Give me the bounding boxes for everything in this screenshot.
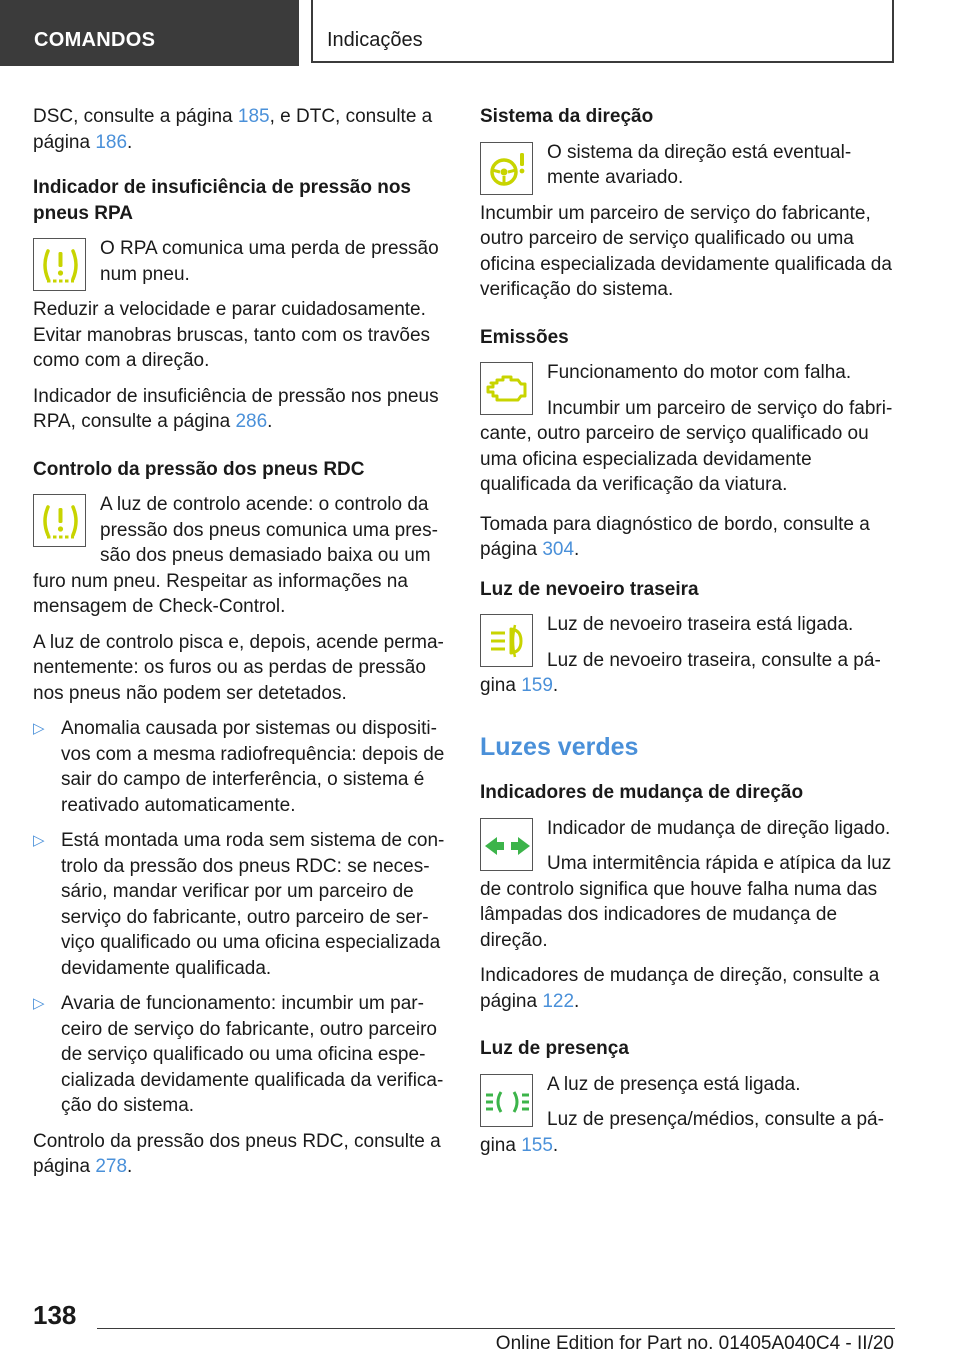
parking-light-reference: Luz de presença/médios, consulte a página 155. xyxy=(480,1109,884,1156)
rear-fog-light-icon xyxy=(480,614,533,667)
list-item: ▷ Anomalia causada por sistemas ou dispositivos com a mesma radiofrequência: depois de sair do campo de interferência, o sistema é reativado automaticamente. xyxy=(33,718,445,816)
rear-fog-heading: Luz de nevoeiro traseira xyxy=(480,578,699,600)
parking-light-heading: Luz de presença xyxy=(480,1038,629,1059)
rear-fog-reference: Luz de nevoeiro traseira, consulte a página 159. xyxy=(480,649,881,696)
rpa-reference: Indicador de insuficiência de pressão nos pneus RPA, consulte a página 286. xyxy=(33,385,439,432)
page-link-186[interactable]: 186 xyxy=(95,131,128,153)
rpa-indicator: O RPA comunica uma perda de pressão num pneu. Reduzir a velocidade e parar cuidadosamente. Evitar manobras bruscas, tanto com os travões como com a direção. xyxy=(33,238,439,371)
diagnosis-reference: Tomada para diagnóstico de bordo, consulte a página 304. xyxy=(480,513,870,560)
rdc-heading: Controlo da pressão dos pneus RDC xyxy=(33,458,365,480)
rdc-bullet-list xyxy=(33,716,449,1119)
topic-tab xyxy=(311,0,894,63)
topic-title: Indicações xyxy=(327,29,423,51)
rdc-reference: Controlo da pressão dos pneus RDC, consulte a página 278. xyxy=(33,1130,441,1177)
page-link-185[interactable]: 185 xyxy=(237,106,270,127)
list-item: ▷ Avaria de funcionamento: incumbir um parceiro de serviço do fabricante, outro parceiro de serviço qualificado ou uma oficina especializada devidamente qualificada da verificação do sistema. xyxy=(33,993,444,1116)
turn-signal-reference: Indicadores de mudança de direção, consulte a página 122. xyxy=(480,965,880,1012)
turn-signal-indicator: Indicador de mudança de direção ligado. Uma intermitência rápida e atípica da luz de controlo significa que houve falha numa das lâmpadas dos indicadores de mudança de direção. xyxy=(480,817,892,951)
page-link-159[interactable]: 159 xyxy=(521,675,553,696)
list-item: ▷ Está montada uma roda sem sistema de controlo da pressão dos pneus RDC: se necessário, mandar verificar por um parceiro de serviço do fabricante, outro parceiro de serviço qualificado ou uma oficina especializada devidamente qualificada. xyxy=(33,830,445,979)
right-column xyxy=(480,104,896,1168)
edition-note: Online Edition for Part no. 01405A040C4 - II/20 xyxy=(495,1333,894,1354)
page-link-155[interactable]: 155 xyxy=(521,1134,553,1156)
tire-pressure-icon xyxy=(33,494,86,547)
intro-paragraph: DSC, consulte a página 185, e DTC, consulte a página 186. xyxy=(33,106,433,153)
emissions-indicator: Funcionamento do motor com falha. Incumbir um parceiro de serviço do fabricante, outro parceiro de serviço qualificado ou uma oficina especializada devidamente qualificada da verificação da viatura. xyxy=(480,362,893,495)
steering-heading: Sistema da direção xyxy=(480,106,654,127)
engine-icon xyxy=(480,362,533,415)
green-lights-title: Luzes verdes xyxy=(480,732,639,761)
page-link-122[interactable]: 122 xyxy=(542,990,575,1012)
turn-signal-heading: Indicadores de mudança de direção xyxy=(480,782,804,803)
page-link-286[interactable]: 286 xyxy=(235,411,268,432)
page-number: 138 xyxy=(33,1300,77,1330)
emissions-heading: Emissões xyxy=(480,326,569,348)
footer-divider xyxy=(97,1328,895,1329)
turn-signal-icon xyxy=(480,818,533,871)
page-link-278[interactable]: 278 xyxy=(95,1156,128,1177)
triangle-bullet-icon: ▷ xyxy=(33,832,45,849)
parking-light-indicator: A luz de presença está ligada. Luz de presença/médios, consulte a página 155. xyxy=(480,1072,896,1159)
tire-pressure-icon xyxy=(33,238,86,291)
triangle-bullet-icon: ▷ xyxy=(33,995,45,1012)
triangle-bullet-icon: ▷ xyxy=(33,720,45,737)
chapter-tab xyxy=(0,0,299,66)
steering-indicator: O sistema da direção está eventualmente avariado. Incumbir um parceiro de serviço do fabricante, outro parceiro de serviço qualificado ou uma oficina especializada devidamente qualificada da verificação do sistema. xyxy=(480,141,892,300)
left-column: DSC, consulte a página 185, e DTC, consulte a página 186. Indicador de insuficiência de pressão nos pneus RPA O RPA comunica uma perda de pressão num pneu. Reduzir a velocidade e parar cuidadosamente. Evitar manobras bruscas, tanto com os travões como com a direção. Indicador de insuficiência de pressão nos pneus RPA, consulte a página 286. Controlo da pressão dos pneus RDC A luz de controlo acende: o controlo da pressão dos pneus comunica uma pressão dos pneus demasiado baixa ou um furo num pneu. Respeitar as informações na mensagem de Check-Control. A luz de controlo pisca e, depois, acende permanentemente: os furos ou as perdas de pressão nos pneus não podem ser detetados. ▷ Anomalia causada por sistemas ou dispositivos com a mesma radiofrequência: depois de sair do campo de interferência, o sistema é reativado automaticamente. ▷ Está montada uma roda sem sistema de controlo da pressão dos pneus RDC: se necessário, mandar verificar por um parceiro de serviço do fabricante, outro parceiro de serviço qualificado ou uma oficina especializada devidamente qualificada. ▷ Avaria de funcionamento: incumbir um parceiro de serviço do fabricante, outro parceiro de serviço qualificado ou uma oficina especializada devidamente qualificada da verificação do sistema. Controlo da pressão dos pneus RDC, consulte a página 278. xyxy=(33,104,449,1190)
parking-light-icon xyxy=(480,1074,533,1127)
chapter-title: COMANDOS xyxy=(34,29,156,51)
page-link-304[interactable]: 304 xyxy=(542,539,575,560)
rdc-indicator: A luz de controlo acende: o controlo da pressão dos pneus comunica uma pressão dos pneus demasiado baixa ou um furo num pneu. Respeitar as informações na mensagem de Check-Control. xyxy=(33,494,438,617)
steering-warning-icon xyxy=(480,142,533,195)
rpa-heading: Indicador de insuficiência de pressão nos pneus RPA xyxy=(33,177,411,224)
rear-fog-indicator: Luz de nevoeiro traseira está ligada. Luz de nevoeiro traseira, consulte a página 159. xyxy=(480,612,896,699)
